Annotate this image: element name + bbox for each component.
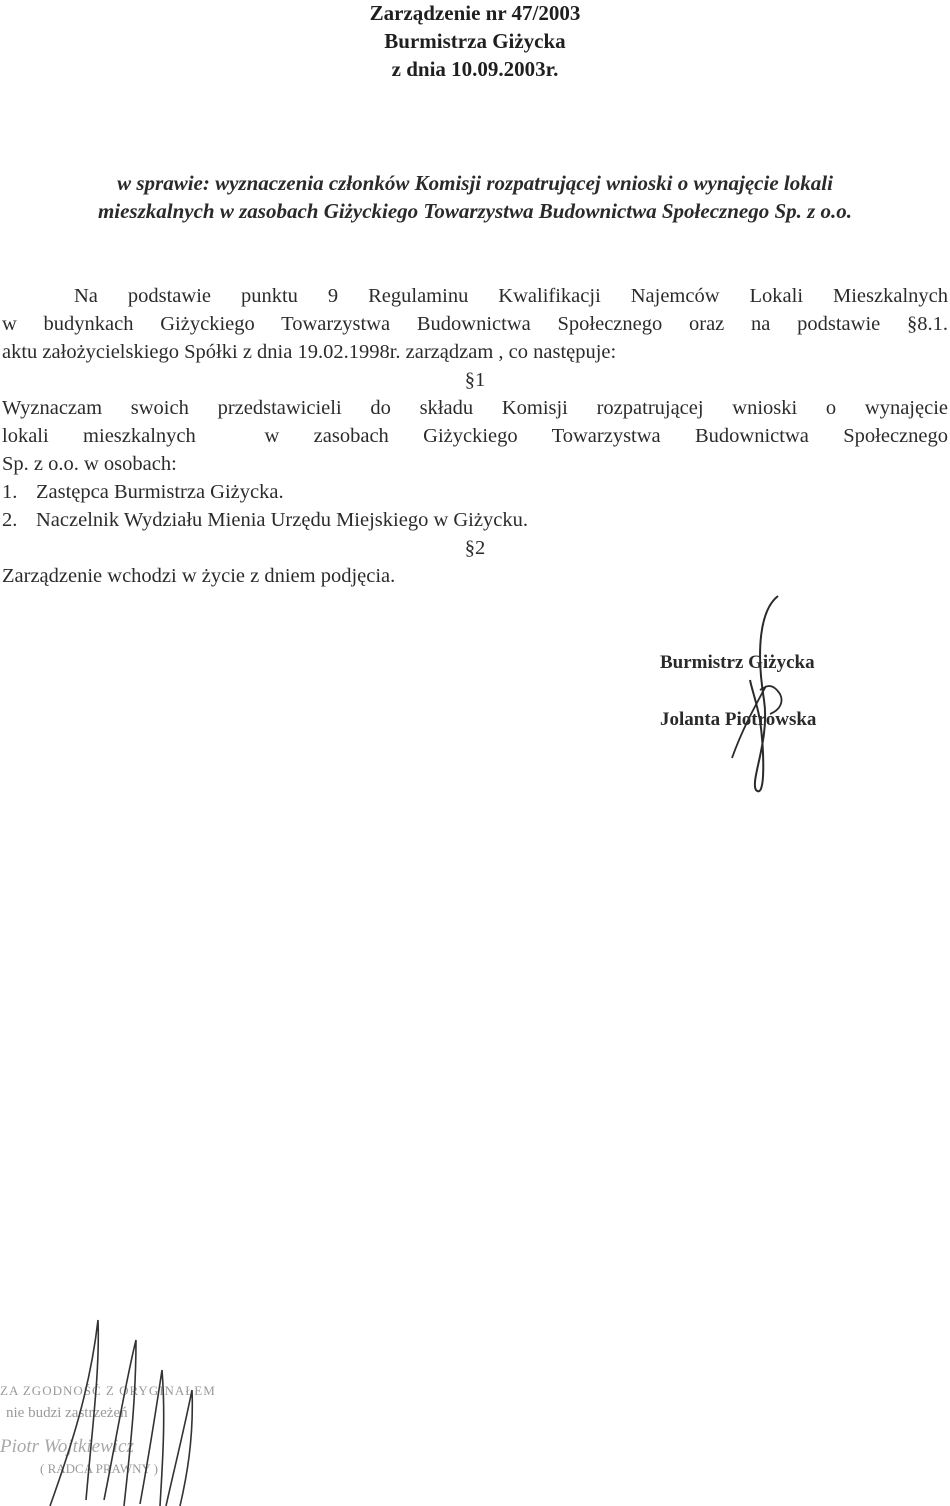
document-body — [2, 282, 948, 590]
stamp-line-4: ( RADCA PRAWNY ) — [40, 1461, 159, 1476]
list-item-number: 1. — [2, 481, 18, 503]
section-2-text: Zarządzenie wchodzi w życie z dniem podjęcia. — [2, 565, 396, 587]
section-1-line-3: Sp. z o.o. w osobach: — [2, 453, 177, 475]
signatory-name: Jolanta Piotrowska — [660, 709, 817, 730]
list-item-number: 2. — [2, 509, 18, 531]
stamp-line-1: ZA ZGODNOŚĆ Z ORYGINAŁEM — [0, 1383, 216, 1398]
document-title: Zarządzenie nr 47/2003 — [369, 1, 581, 25]
list-item — [2, 506, 948, 534]
preamble-line-2: w budynkach Giżyckiego Towarzystwa Budownictwa Społecznego oraz na podstawie §8.1. — [2, 313, 948, 335]
stamp-line-2: nie budzi zastrzeżeń — [6, 1405, 128, 1421]
counsel-signature — [40, 1310, 210, 1506]
preamble-line-1: Na podstawie punktu 9 Regulaminu Kwalifikacji Najemców Lokali Mieszkalnych — [74, 285, 948, 307]
list-item-text: Naczelnik Wydziału Mienia Urzędu Miejskiego w Giżycku. — [36, 509, 528, 531]
mayor-signature — [720, 590, 810, 800]
section-1-line-1: Wyznaczam swoich przedstawicieli do składu Komisji rozpatrującej wnioski o wynajęcie — [2, 397, 948, 419]
document-date: z dnia 10.09.2003r. — [391, 57, 559, 81]
stamp-line-3: Piotr Wojtkiewicz — [0, 1436, 134, 1457]
subject-line-1: w sprawie: wyznaczenia członków Komisji rozpatrującej wnioski o wynajęcie lokali — [117, 171, 833, 195]
preamble-line-3: aktu założycielskiego Spółki z dnia 19.02.1998r. zarządzam , co następuje: — [2, 341, 617, 363]
subject-line-2: mieszkalnych w zasobach Giżyckiego Towarzystwa Budownictwa Społecznego Sp. z o.o. — [97, 199, 853, 223]
section-1-line-2: lokali mieszkalnych w zasobach Giżyckiego Towarzystwa Budownictwa Społecznego — [2, 425, 948, 447]
section-2-heading: §2 — [464, 537, 486, 559]
list-item-text: Zastępca Burmistrza Giżycka. — [36, 481, 284, 503]
signatory-title: Burmistrz Giżycka — [660, 652, 815, 673]
list-item — [2, 478, 948, 506]
document-issuer: Burmistrza Giżycka — [384, 29, 566, 53]
section-1-heading: §1 — [464, 369, 486, 391]
